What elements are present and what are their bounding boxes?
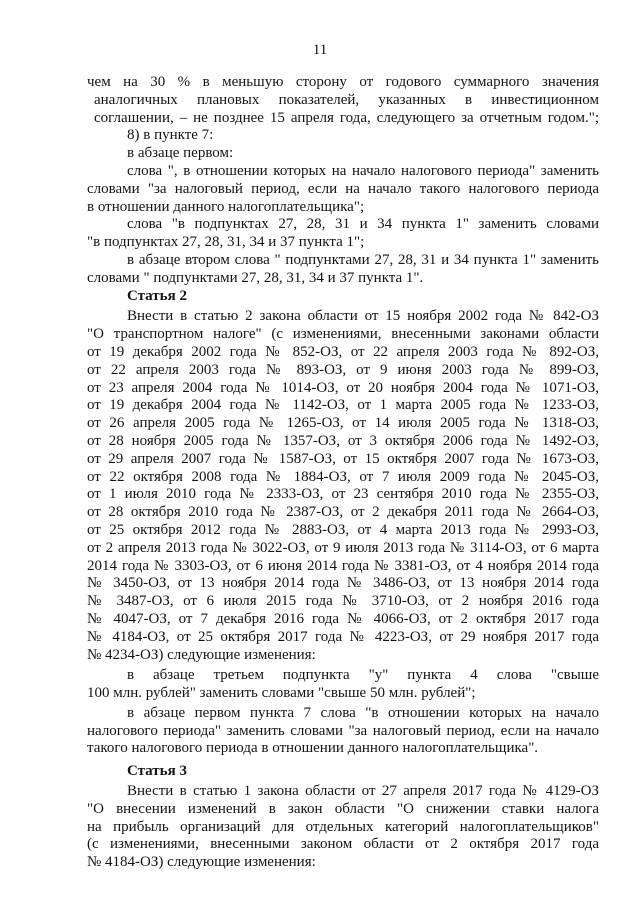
article-heading: Статья 2 [127, 287, 187, 304]
paragraph [87, 705, 599, 758]
text-line: "О внесении изменений в закон области "О снижении ставки налога [87, 800, 599, 817]
text-line: от 23 апреля 2004 года № 1014-ОЗ, от 20 ноября 2004 года № 1071-ОЗ, [87, 379, 599, 396]
text-line: слова "в подпунктах 27, 28, 31 и 34 пункта 1" заменить словами [127, 216, 599, 233]
page-number: 11 [312, 42, 328, 58]
paragraph [87, 163, 599, 216]
text-line: № 4047-ОЗ, от 7 декабря 2016 года № 4066-ОЗ, от 2 октября 2017 года [87, 610, 599, 627]
paragraph [87, 252, 599, 288]
text-line: в отношении данного налогоплательщика"; [87, 198, 365, 215]
text-line: "в подпунктах 27, 28, 31, 34 и 37 пункта 1"; [87, 234, 365, 251]
text-line: 8) в пункте 7: [127, 127, 214, 144]
text-line: "О транспортном налоге" (с изменениями, внесенными законами области [87, 326, 599, 343]
text-line: аналогичных плановых показателей, указанных в инвестиционном [94, 91, 599, 108]
text-line: на прибыль организаций для отдельных категорий налогоплательщиков" [87, 818, 599, 835]
text-line: словами "за налоговый период, если на начало такого налогового периода [87, 180, 599, 197]
paragraph [87, 145, 599, 163]
text-line: от 22 апреля 2003 года № 893-ОЗ, от 9 июня 2003 года № 899-ОЗ, [87, 361, 599, 378]
text-line: 100 млн. рублей" заменить словами "свыше 50 млн. рублей"; [87, 685, 476, 702]
document-body [87, 74, 599, 872]
text-line: № 3487-ОЗ, от 6 июля 2015 года № 3710-ОЗ, от 2 ноября 2016 года [87, 593, 599, 610]
text-line: от 26 апреля 2005 года № 1265-ОЗ, от 14 июля 2005 года № 1318-ОЗ, [87, 415, 599, 432]
text-line: от 19 декабря 2002 года № 852-ОЗ, от 22 апреля 2003 года № 892-ОЗ, [87, 343, 599, 360]
text-line: в абзаце первом пункта 7 слова "в отношении которых на начало [127, 704, 599, 721]
text-line: в абзаце третьем подпункта "у" пункта 4 слова "свыше [127, 667, 599, 684]
text-line: от 25 октября 2012 года № 2883-ОЗ, от 4 марта 2013 года № 2993-ОЗ, [87, 521, 599, 538]
text-line: соглашении, – не позднее 15 апреля года, следующего за отчетным годом."; [94, 109, 599, 126]
text-line: Внести в статью 2 закона области от 15 ноября 2002 года № 842-ОЗ [127, 308, 599, 325]
text-line: от 2 апреля 2013 года № 3022-ОЗ, от 9 июля 2013 года № 3114-ОЗ, от 6 марта [87, 539, 599, 556]
text-line: от 28 октября 2010 года № 2387-ОЗ, от 2 декабря 2011 года № 2664-ОЗ, [87, 504, 599, 521]
text-line: № 3450-ОЗ, от 13 ноября 2014 года № 3486-ОЗ, от 13 ноября 2014 года [87, 575, 599, 592]
text-line: № 4234-ОЗ) следующие изменения: [87, 646, 316, 663]
article-heading: Статья 3 [127, 763, 187, 780]
text-line: от 22 октября 2008 года № 1884-ОЗ, от 7 июля 2009 года № 2045-ОЗ, [87, 468, 599, 485]
paragraph [87, 783, 599, 872]
text-line: от 19 декабря 2004 года № 1142-ОЗ, от 1 марта 2005 года № 1233-ОЗ, [87, 397, 599, 414]
text-line: налогового периода" заменить словами "за налоговый период, если на начало [87, 722, 599, 739]
text-line: в абзаце втором слова " подпунктами 27, 28, 31 и 34 пункта 1" заменить [127, 251, 599, 268]
paragraph [87, 308, 599, 664]
text-line: № 4184-ОЗ, от 25 октября 2017 года № 4223-ОЗ, от 29 ноября 2017 года [87, 628, 599, 645]
text-line: такого налогового периода в отношении данного налогоплательщика". [87, 740, 539, 757]
paragraph [87, 127, 599, 145]
paragraph [87, 74, 599, 127]
text-line: 2014 года № 3303-ОЗ, от 6 июня 2014 года № 3381-ОЗ, от 4 ноября 2014 года [87, 557, 599, 574]
paragraph [87, 667, 599, 703]
paragraph [87, 216, 599, 252]
text-line: от 29 апреля 2007 года № 1587-ОЗ, от 15 октября 2007 года № 1673-ОЗ, [87, 450, 599, 467]
text-line: от 28 ноября 2005 года № 1357-ОЗ, от 3 октября 2006 года № 1492-ОЗ, [87, 432, 599, 449]
text-line: (с изменениями, внесенными законом области от 2 октября 2017 года [87, 836, 599, 853]
text-line: слова ", в отношении которых на начало налогового периода" заменить [127, 162, 599, 179]
text-line: № 4184-ОЗ) следующие изменения: [87, 854, 316, 871]
text-line: словами " подпунктами 27, 28, 31, 34 и 37 пункта 1". [87, 269, 424, 286]
text-line: чем на 30 % в меньшую сторону от годового суммарного значения [87, 74, 599, 90]
text-line: Внести в статью 1 закона области от 27 апреля 2017 года № 4129-ОЗ [127, 783, 599, 800]
text-line: в абзаце первом: [127, 145, 234, 162]
text-line: от 1 июля 2010 года № 2333-ОЗ, от 23 сентября 2010 года № 2355-ОЗ, [87, 486, 599, 503]
